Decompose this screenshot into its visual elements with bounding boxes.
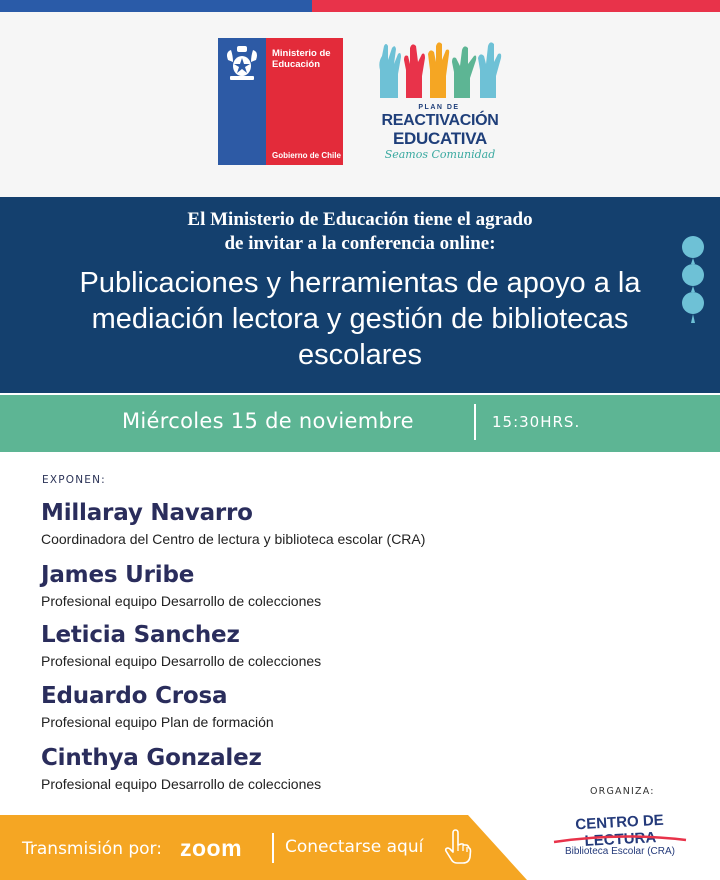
- invitation-line-1: El Ministerio de Educación tiene el agrado: [187, 209, 533, 230]
- date-band: [0, 395, 720, 452]
- speaker: [41, 683, 274, 730]
- centro-de-lectura-logo: [540, 808, 700, 870]
- plan-reactivacion-logo: [370, 40, 510, 168]
- speaker-name: Leticia Sanchez: [41, 622, 240, 648]
- transmission-divider: [272, 833, 274, 863]
- logo-area: [0, 12, 720, 197]
- cra-subtitle: Biblioteca Escolar (CRA): [564, 846, 676, 857]
- ministerio-name: Ministerio de Educación: [272, 48, 331, 70]
- top-bar-red: [312, 0, 720, 12]
- speaker-role: Profesional equipo Desarrollo de colecciones: [41, 593, 322, 609]
- organiza-label: ORGANIZA:: [590, 786, 655, 797]
- event-time: 15:30HRS.: [492, 413, 581, 431]
- speaker: [41, 745, 321, 792]
- speaker-role: Profesional equipo Desarrollo de colecciones: [41, 653, 322, 669]
- connect-link[interactable]: Conectarse aquí: [285, 837, 424, 857]
- raised-hands-icon: [374, 40, 506, 102]
- pointing-hand-icon[interactable]: [442, 829, 472, 865]
- speaker-name: Eduardo Crosa: [41, 683, 228, 709]
- top-bar-blue: [0, 0, 312, 12]
- speaker: [41, 622, 321, 669]
- speaker-name: James Uribe: [41, 562, 195, 588]
- speaker: [41, 562, 321, 609]
- reactivacion-label: REACTIVACIÓN: [381, 112, 499, 129]
- educativa-label: EDUCATIVA: [393, 129, 487, 148]
- transmission-label: Transmisión por:: [22, 839, 162, 859]
- speaker-name: Cinthya Gonzalez: [41, 745, 262, 771]
- invitation-banner: [0, 197, 720, 393]
- conference-title: Publicaciones y herramientas de apoyo a la mediación lectora y gestión de bibliotecas escolares: [79, 267, 641, 371]
- plan-de-label: PLAN DE: [418, 104, 460, 111]
- speaker-role: Profesional equipo Plan de formación: [41, 714, 274, 730]
- speaker-role: Profesional equipo Desarrollo de colecciones: [41, 776, 322, 792]
- date-divider: [474, 404, 476, 440]
- cra-swoosh-icon: [550, 834, 690, 844]
- decorative-drops-icon: [680, 235, 706, 327]
- event-date: Miércoles 15 de noviembre: [122, 409, 414, 433]
- transmission-bar: [0, 815, 527, 880]
- speaker-role: Coordinadora del Centro de lectura y biblioteca escolar (CRA): [41, 531, 426, 547]
- cra-title: CENTRO DE LECTURA: [574, 811, 665, 850]
- ministerio-logo: [218, 38, 343, 165]
- gobierno-label: Gobierno de Chile: [272, 151, 341, 160]
- zoom-logo: zoom: [180, 835, 243, 861]
- speaker: [41, 500, 425, 547]
- invitation-line-2: de invitar a la conferencia online:: [224, 233, 496, 254]
- tagline: Seamos Comunidad: [384, 148, 496, 161]
- speakers-label: EXPONEN:: [42, 474, 106, 486]
- speaker-name: Millaray Navarro: [41, 500, 253, 526]
- top-color-bar: [0, 0, 720, 12]
- chile-coat-of-arms-icon: [222, 42, 262, 84]
